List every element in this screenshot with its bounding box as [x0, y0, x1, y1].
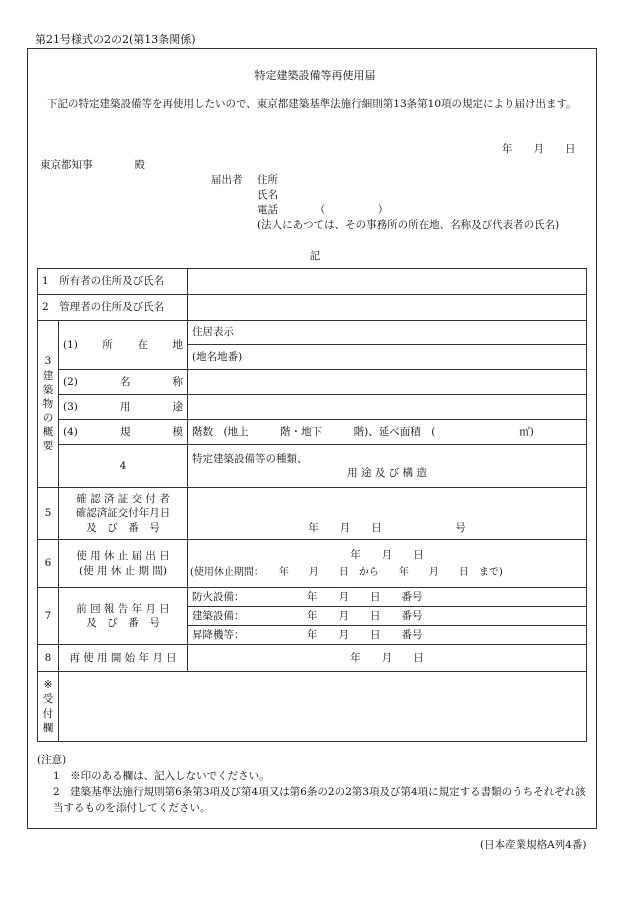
applicant-label: 届出者: [211, 174, 243, 186]
location-lot-field[interactable]: [188, 345, 587, 370]
name-field[interactable]: [188, 370, 587, 395]
scale-field[interactable]: [188, 420, 587, 445]
ki-label: 記: [309, 250, 321, 262]
prev-building-field[interactable]: [188, 607, 587, 626]
manager-label: 管理者の住所及び氏名: [59, 301, 165, 314]
applicant-name: 氏名: [257, 189, 278, 201]
reception-heading: ※ 受 付 欄: [38, 672, 59, 742]
row-location-address: [38, 321, 587, 345]
vert-char: 概: [42, 426, 54, 439]
footer-standard: (日本産業規格A列4番): [480, 839, 587, 851]
note-2: 2 建築基準法施行規則第6条第3項及び第4項又は第6条の2の2第3項及び第4項に規定する書類のうちそれぞれ該当するものを添付してください。: [53, 786, 586, 814]
prev-elevator-field[interactable]: [188, 626, 587, 645]
confirmation-field[interactable]: [188, 488, 587, 540]
reuse-start-label: 再 使 用 開 始 年 月 日: [59, 645, 188, 672]
scale-value: 階数 (地上 階・地下 階)、延べ面積 ( ㎡): [192, 425, 534, 438]
fire-date-number: 年 月 日 番号: [307, 590, 423, 603]
applicant-corp-note: (法人にあつては、その事務所の所在地、名称及び代表者の氏名): [257, 219, 560, 231]
row-suspension: [38, 540, 587, 588]
date-line: 年 月 日: [502, 143, 576, 155]
reuse-start-date: 年 月 日: [350, 651, 424, 664]
confirmation-label: 確 認 済 証 交 付 者 確認済証交付年月日 及 び 番 号: [59, 488, 188, 540]
form-title: 特定建築設備等再使用届: [254, 69, 376, 82]
building-overview-heading: [38, 321, 59, 488]
notes-heading: (注意): [37, 754, 67, 766]
suspension-date: 年 月 日: [350, 548, 424, 561]
use-field[interactable]: [188, 395, 587, 420]
row-number: 5: [38, 488, 59, 540]
row-number: 1: [42, 275, 49, 288]
row-number: 2: [42, 301, 49, 314]
suspension-label: 使 用 休 止 届 出 日 (使 用 休 止 期 間): [59, 540, 188, 588]
lot-number-label: (地名地番): [192, 350, 243, 363]
row-number: 6: [38, 540, 59, 588]
location-label: (1) 所 在 地: [59, 321, 188, 370]
confirmation-date-number: 年 月 日 号: [308, 521, 466, 534]
intro-text: 下記の特定建築設備等を再使用したいので、東京都建築基準法施行細則第13条第10項の規定により届け出ます。: [47, 98, 577, 110]
owner-label: 所有者の住所及び氏名: [59, 275, 165, 288]
manager-label-cell: [38, 295, 188, 321]
row-reuse-start: [38, 645, 587, 672]
row-reception: [38, 672, 587, 742]
row-number: 4: [59, 445, 188, 488]
equipment-label: 特定建築設備等の種類、 用 途 及 び 構 造: [188, 445, 587, 488]
row-number: 7: [38, 588, 59, 645]
addressee: 東京都知事 殿: [40, 159, 145, 171]
row-manager: [38, 295, 587, 321]
prev-report-label: 前 回 報 告 年 月 日 及 び 番 号: [59, 588, 188, 645]
address-display-label: 住居表示: [192, 326, 234, 339]
fire-equipment-label: 防火設備：: [192, 590, 245, 603]
owner-label-cell: [38, 269, 188, 295]
note-1: 1 ※印のある欄は、記入しないでください。: [53, 770, 270, 782]
applicant-address: 住所: [257, 174, 278, 186]
building-equipment-label: 建築設備：: [192, 609, 245, 622]
row-equipment: [38, 445, 587, 488]
reception-field: [59, 672, 587, 742]
prev-fire-field[interactable]: [188, 588, 587, 607]
elevator-date-number: 年 月 日 番号: [307, 628, 423, 641]
row-confirmation: [38, 488, 587, 540]
owner-field[interactable]: [188, 269, 587, 295]
scale-label: (4) 規 模: [59, 420, 188, 445]
row-number: 3: [44, 355, 52, 368]
vert-char: の: [42, 412, 54, 425]
suspension-period: (使用休止期間： 年 月 日 から 年 月 日 まで): [190, 566, 503, 578]
notes: [37, 752, 593, 816]
manager-field[interactable]: [188, 295, 587, 321]
elevator-label: 昇降機等：: [192, 628, 245, 641]
vert-char: 建: [42, 369, 54, 382]
building-date-number: 年 月 日 番号: [307, 609, 423, 622]
suspension-field[interactable]: [188, 540, 587, 588]
row-prev-fire: [38, 588, 587, 607]
form-number: 第21号様式の2の2(第13条関係): [35, 33, 196, 46]
reuse-start-field[interactable]: [188, 645, 587, 672]
use-label: (3) 用 途: [59, 395, 188, 420]
row-use: [38, 395, 587, 420]
row-scale: [38, 420, 587, 445]
row-number: 8: [38, 645, 59, 672]
form-table: [37, 268, 587, 742]
vert-char: 築: [42, 383, 54, 396]
location-address-field[interactable]: [188, 321, 587, 345]
row-name: [38, 370, 587, 395]
applicant-phone: 電話 （ ）: [257, 204, 389, 216]
row-owner: [38, 269, 587, 295]
name-label: (2) 名 称: [59, 370, 188, 395]
vert-char: 物: [42, 397, 54, 410]
vert-char: 要: [42, 440, 54, 453]
